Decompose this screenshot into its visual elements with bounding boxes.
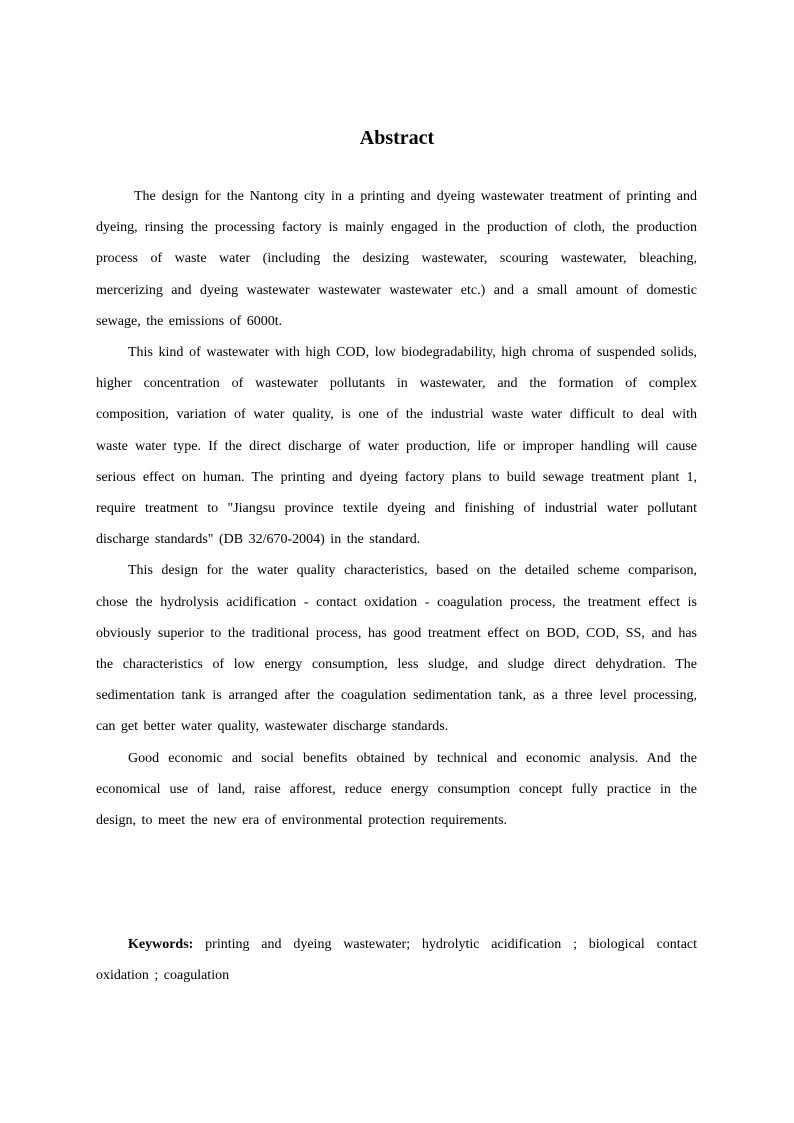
abstract-paragraph-3: This design for the water quality characteristics, based on the detailed scheme comparison, chose the hydrolysis acidification - contact oxidation - coagulation process, the treatment effect is obviously superior to the traditional process, has good treatment effect on BOD, COD, SS, and has the characteristics of low energy consumption, less sludge, and sludge direct dehydration. The sedimentation tank is arranged after the coagulation sedimentation tank, as a three level processing, can get better water quality, wastewater discharge standards. [96,563,697,735]
keywords-text: printing and dyeing wastewater; hydrolytic acidification ; biological contact oxidation ; coagulation [96,937,698,984]
keywords-label: Keywords: [128,937,194,952]
abstract-paragraph-4: Good economic and social benefits obtained by technical and economic analysis. And the economical use of land, raise afforest, reduce energy consumption concept fully practice in the design, to meet the new era of environmental protection requirements. [96,750,697,829]
abstract-paragraph-2: This kind of wastewater with high COD, low biodegradability, high chroma of suspended solids, higher concentration of wastewater pollutants in wastewater, and the formation of complex composition, variation of water quality, is one of the industrial waste water difficult to deal with waste water type. If the direct discharge of water production, life or improper handling will cause serious effect on human. The printing and dyeing factory plans to build sewage treatment plant 1, require treatment to "Jiangsu province textile dyeing and finishing of industrial water pollutant discharge standards" (DB 32/670-2004) in the standard. [96,345,697,548]
abstract-body [96,181,697,836]
keywords-line [96,929,697,991]
abstract-paragraph-1: The design for the Nantong city in a printing and dyeing wastewater treatment of printing and dyeing, rinsing the processing factory is mainly engaged in the production of cloth, the production process of waste water (including the desizing wastewater, scouring wastewater, bleaching, mercerizing and dyeing wastewater wastewater wastewater etc.) and a small amount of domestic sewage, the emissions of 6000t. [96,189,697,329]
abstract-title: Abstract [359,127,435,149]
